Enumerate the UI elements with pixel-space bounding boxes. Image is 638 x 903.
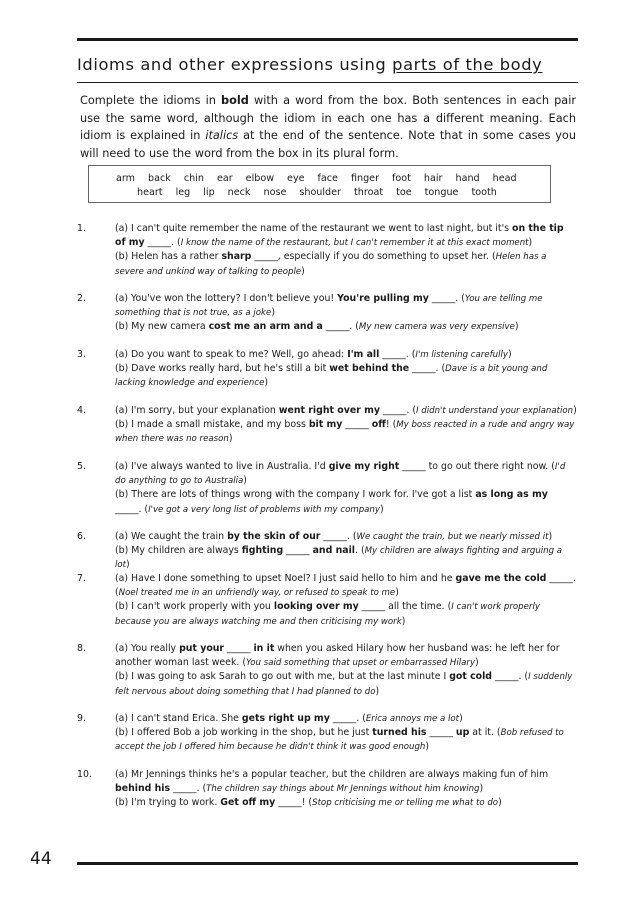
sentence-text: (b) I was going to ask Sarah to go out with me, but at the last minute I	[115, 671, 450, 683]
explanation: Erica annoys me a lot	[365, 714, 460, 724]
exercise-item	[77, 642, 577, 699]
word-box-word: head	[492, 173, 517, 184]
sentence-text: _____. (	[115, 503, 149, 515]
word-box-word: shoulder	[299, 187, 341, 198]
word-box-word: finger	[350, 173, 380, 184]
idiom: looking over my	[273, 601, 359, 613]
item-number: 7.	[77, 573, 86, 584]
idiom: sharp	[221, 251, 252, 263]
word-box-word: leg	[175, 187, 191, 198]
explanation: The children say things about Mr Jennings without him knowing	[206, 784, 480, 795]
item-body	[115, 712, 577, 755]
sentence-text: )	[401, 615, 406, 627]
word-box-word: tongue	[424, 187, 459, 198]
sentence-a	[115, 222, 577, 250]
sentence-text: (a) Do you want to speak to me? Well, go ahead:	[115, 349, 348, 360]
sentence-a	[115, 712, 577, 726]
word-box-word: ear	[216, 173, 233, 184]
word-box-word: back	[148, 173, 171, 184]
sentence-text: )	[498, 797, 502, 809]
idiom: turned his	[372, 727, 427, 739]
sentence-text: (a) You really	[115, 643, 180, 654]
sentence-text: (b) Helen has a rather	[115, 251, 222, 263]
item-body	[115, 768, 577, 811]
title-text: Idioms and other expressions using	[77, 55, 393, 74]
word-box-word: foot	[392, 173, 411, 184]
instructions	[80, 92, 576, 162]
sentence-text: )	[507, 349, 512, 360]
sentence-text: (b) Dave works really hard, but he's still a bit	[115, 363, 330, 375]
sentence-text: (b) My children are always	[115, 545, 242, 557]
sentence-text: _____, especially if you do something to upset her. (	[251, 251, 496, 263]
idiom: by the skin of our	[227, 531, 321, 542]
word-box-row	[116, 173, 517, 184]
word-box-word: heart	[137, 187, 163, 198]
exercise-item	[77, 348, 577, 391]
sentence-a	[115, 642, 577, 670]
sentence-text: . (	[355, 545, 365, 557]
title-underlined: parts of the body	[392, 55, 543, 74]
sentence-text: _____	[342, 419, 372, 431]
exercise-item	[77, 572, 577, 629]
item-body	[115, 348, 577, 391]
top-rule	[77, 38, 578, 41]
sentence-a	[115, 530, 577, 544]
idiom: bit my	[308, 419, 343, 431]
explanation: I suddenly felt nervous about doing something that I had planned to do	[115, 672, 573, 697]
word-box-word: toe	[396, 187, 412, 198]
sentence-text: _____. (	[115, 573, 576, 599]
sentence-text: )	[528, 237, 533, 249]
title-rule	[77, 82, 578, 83]
item-body	[115, 460, 577, 517]
sentence-text: when you asked Hilary how her husband was: he left her for another woman last week. (	[115, 643, 560, 669]
item-number: 9.	[77, 713, 86, 724]
exercise-item	[77, 460, 577, 517]
sentence-text: (b) I can't work properly with you	[115, 601, 274, 613]
word-box-word: tooth	[471, 187, 497, 198]
sentence-text: )	[514, 321, 519, 333]
sentence-text: (a) I've always wanted to live in Australia. I'd	[115, 461, 329, 472]
word-box-word: chin	[183, 173, 204, 184]
sentence-a	[115, 348, 577, 362]
word-box-word: throat	[354, 187, 384, 198]
item-number: 5.	[77, 461, 86, 472]
sentence-text: _____. (	[379, 405, 416, 416]
explanation: I'm listening carefully	[415, 350, 508, 360]
sentence-text: )	[573, 405, 577, 416]
exercise-item	[77, 530, 577, 573]
idiom: gave me the cold	[455, 573, 547, 584]
idiom: You're pulling my	[337, 293, 429, 304]
sentence-text: )	[459, 713, 463, 724]
idiom: Get off my	[220, 797, 276, 809]
sentence-text: (b) I'm trying to work.	[115, 797, 221, 809]
item-number: 3.	[77, 349, 86, 360]
sentence-text: (a) Mr Jennings thinks he's a popular teacher, but the children are always making fun of him	[115, 769, 549, 780]
sentence-text: )	[301, 265, 305, 277]
explanation: You said something that upset or embarrassed Hilary	[246, 658, 476, 669]
idiom: on the tip of my	[115, 223, 564, 249]
word-box-word: eye	[287, 173, 305, 184]
sentence-text: (a) Have I done something to upset Noel? I just said hello to him and he	[115, 573, 456, 584]
sentence-text: _____. (	[428, 293, 465, 304]
item-body	[115, 292, 577, 335]
explanation: You are telling me something that is not true, as a joke	[115, 294, 543, 319]
word-box-word: hand	[455, 173, 480, 184]
idiom: gets right up my	[241, 713, 330, 724]
bottom-rule	[77, 862, 578, 865]
sentence-text: _____. (	[322, 321, 359, 333]
sentence-text: (a) I'm sorry, but your explanation	[115, 405, 279, 416]
idiom: and nail	[312, 545, 356, 557]
intro-text: Complete the idioms in	[80, 94, 222, 107]
sentence-text: _____. (	[170, 783, 207, 795]
sentence-b	[115, 418, 577, 446]
explanation: I'd do anything to go to Australia	[115, 462, 566, 487]
sentence-b	[115, 544, 577, 572]
idiom: put your	[179, 643, 225, 654]
idiom: got cold	[449, 671, 493, 683]
sentence-text: (a) We caught the train	[115, 531, 228, 542]
sentence-text: (b) I offered Bob a job working in the shop, but he just	[115, 727, 373, 739]
sentence-text: _____	[426, 727, 456, 739]
sentence-text: _____. (	[320, 531, 357, 542]
idiom: off	[371, 419, 386, 431]
sentence-text: _____. (	[379, 349, 416, 360]
page-number: 44	[30, 849, 52, 869]
sentence-text: )	[425, 741, 430, 753]
item-number: 10.	[77, 769, 92, 780]
sentence-text: )	[475, 657, 479, 669]
exercise-item	[77, 292, 577, 335]
sentence-text: (b) My new camera	[115, 321, 209, 333]
idiom: fighting	[241, 545, 284, 557]
word-box-word: lip	[203, 187, 215, 198]
sentence-text: )	[375, 685, 380, 697]
sentence-text: at it. (	[469, 727, 501, 739]
word-box-word: neck	[227, 187, 251, 198]
item-number: 6.	[77, 531, 86, 542]
explanation: Dave is a bit young and lacking knowledge and experience	[115, 364, 548, 389]
sentence-text: _____ to go out there right now. (	[399, 461, 555, 472]
item-number: 4.	[77, 405, 86, 416]
sentence-a	[115, 292, 577, 320]
idiom: behind his	[115, 783, 171, 795]
sentence-text: )	[379, 503, 384, 515]
exercise-item	[77, 768, 577, 811]
idiom: went right over my	[278, 405, 380, 416]
sentence-b	[115, 600, 577, 628]
sentence-text: (a) I can't quite remember the name of the restaurant we went to last night, but it's	[115, 223, 513, 234]
sentence-b	[115, 796, 577, 810]
item-number: 8.	[77, 643, 86, 654]
sentence-text: ! (	[385, 419, 397, 431]
sentence-b	[115, 670, 577, 698]
sentence-text: _____! (	[275, 797, 313, 809]
sentence-text: )	[271, 307, 275, 319]
item-body	[115, 404, 577, 447]
idiom: I'm all	[347, 349, 380, 360]
sentence-text: _____. (	[329, 713, 366, 724]
sentence-b	[115, 320, 577, 334]
sentence-text: (a) You've won the lottery? I don't believe you!	[115, 293, 338, 304]
explanation: I can't work properly because you are always watching me and then criticising my work	[115, 602, 540, 627]
sentence-b	[115, 726, 577, 754]
sentence-text: (a) I can't stand Erica. She	[115, 713, 242, 724]
sentence-a	[115, 572, 577, 600]
explanation: We caught the train, but we nearly missed it	[356, 532, 549, 542]
sentence-text: )	[126, 559, 130, 571]
sentence-a	[115, 768, 577, 796]
explanation: I didn't understand your explanation	[416, 406, 574, 416]
item-number: 1.	[77, 223, 86, 234]
intro-text: with a word from the box. Both sentences in each pair use the same word, although the idiom in each one has a different meaning. Each idiom is explained in	[80, 94, 576, 143]
intro-bold: bold	[221, 94, 249, 107]
sentence-b	[115, 250, 577, 278]
explanation: I've got a very long list of problems with my company	[148, 504, 380, 515]
sentence-text: )	[243, 475, 247, 487]
idiom: wet behind the	[329, 363, 410, 375]
explanation: Helen has a severe and unkind way of talking to people	[115, 252, 547, 277]
sentence-text: _____. (	[144, 237, 181, 249]
sentence-b	[115, 362, 577, 390]
intro-text: at the end of the sentence. Note that in some cases you will need to use the word from the box in its plural form.	[80, 129, 577, 160]
exercise-item	[77, 222, 577, 279]
word-box-word: arm	[116, 173, 136, 184]
explanation: My boss reacted in a rude and angry way when there was no reason	[115, 420, 575, 445]
sentence-text: (b) There are lots of things wrong with the company I work for. I've got a list	[115, 489, 476, 501]
word-box-word: elbow	[245, 173, 275, 184]
sentence-text: )	[395, 587, 399, 599]
word-box-row	[137, 187, 497, 198]
explanation: Noel treated me in an unfriendly way, or refused to speak to me	[118, 588, 396, 599]
word-box-word: hair	[423, 173, 443, 184]
idiom: give my right	[328, 461, 400, 472]
explanation: My new camera was very expensive	[358, 322, 515, 333]
item-body	[115, 222, 577, 279]
sentence-text: _____. (	[409, 363, 446, 375]
sentence-text: )	[264, 377, 269, 389]
sentence-a	[115, 404, 577, 418]
intro-italics: italics	[205, 129, 239, 143]
sentence-text: _____	[283, 545, 313, 557]
explanation: Stop criticising me or telling me what to do	[312, 798, 499, 809]
sentence-a	[115, 460, 577, 488]
sentence-text: _____	[224, 643, 254, 654]
sentence-text: _____ all the time. (	[358, 601, 452, 613]
word-box-word: nose	[263, 187, 287, 198]
exercise-item	[77, 404, 577, 447]
sentence-text: )	[479, 783, 484, 795]
page-title	[77, 55, 542, 74]
sentence-b	[115, 488, 577, 516]
explanation: Bob refused to accept the job I offered him because he didn't think it was good enough	[115, 728, 564, 753]
word-box	[88, 165, 551, 203]
idiom: in it	[253, 643, 275, 654]
explanation: I know the name of the restaurant, but I can't remember it at this exact moment	[180, 238, 529, 249]
idiom: up	[455, 727, 470, 739]
idiom: as long as my	[475, 489, 548, 501]
idiom: cost me an arm and a	[208, 321, 323, 333]
item-body	[115, 642, 577, 699]
word-box-word: face	[317, 173, 338, 184]
sentence-text: _____. (	[492, 671, 529, 683]
explanation: My children are always fighting and arguing a lot	[115, 546, 563, 571]
sentence-text: )	[228, 433, 233, 445]
sentence-text: )	[548, 531, 553, 542]
item-body	[115, 572, 577, 629]
item-number: 2.	[77, 293, 86, 304]
exercise-item	[77, 712, 577, 755]
sentence-text: (b) I made a small mistake, and my boss	[115, 419, 309, 431]
item-body	[115, 530, 577, 573]
